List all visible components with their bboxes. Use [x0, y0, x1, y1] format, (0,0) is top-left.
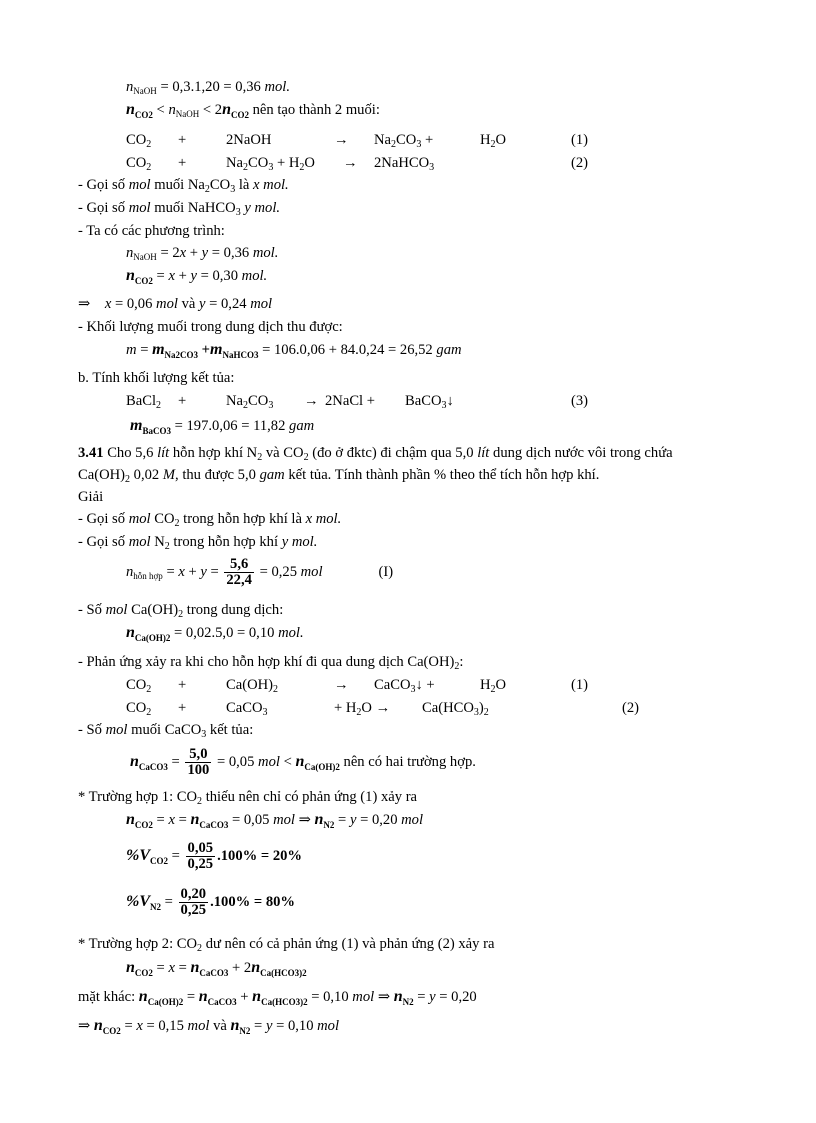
- line-reaction-intro: - Phản ứng xảy ra khi cho hỗn hợp khí đi qua dung dịch $Ca(OH)_2$:: [78, 654, 464, 672]
- solution-heading: Giải: [78, 489, 104, 505]
- line-case-2-co2: $n_{CO2} = x = n_{CaCO3} + 2n_{Ca(HCO3)2}$: [126, 959, 307, 978]
- line-percent-n2: $\%V_{N2}$ = $\frac{0,20}{0,25}$ .100% = 80%: [126, 886, 296, 919]
- line-total-moles: $n_{hỗn hợp} = x + y$ = $\frac{5,6}{22,4}$ = 0,25 mol (I): [126, 556, 394, 589]
- line-n-naoh: $n_{NaOH} = 0,3.1,20 = 0,36$ mol.: [126, 79, 291, 96]
- fraction-5-6-over-22-4: $\frac{5,6}{22,4}$: [226, 556, 252, 589]
- line-caoh2-moles: $n_{Ca(OH)2} = 0,02.5,0 = 0,10$ mol.: [126, 624, 304, 643]
- line-let-x-co2: - Gọi số mol $CO_2$ trong hỗn hợp khí là x mol.: [78, 511, 342, 529]
- line-let-y-n2: - Gọi số mol $N_2$ trong hỗn hợp khí y mol.: [78, 534, 318, 552]
- line-comparison: $n_{CO2} < n_{NaOH} < 2n_{CO2}$ nên tạo thành 2 muối:: [126, 101, 380, 120]
- equation-4: $CO_2$ + $Ca(OH)_2$ → CaCO$_3$↓ + $H_2O$ (1): [126, 677, 589, 695]
- fraction-5-over-100: $\frac{5,0}{100}$: [187, 746, 210, 779]
- fraction-0-20-over-0-25: $\frac{0,20}{0,25}$: [180, 886, 207, 919]
- line-case-2-balance: mặt khác: $n_{Ca(OH)2} = n_{CaCO3} + n_{Ca(HCO3)2} = 0,10$ mol ⇒ $n_{N2} = y = 0,20$: [78, 988, 477, 1007]
- line-case-2: * Trường hợp 2: $CO_2$ dư nên có cả phản ứng (1) và phản ứng (2) xảy ra: [78, 936, 495, 954]
- line-percent-co2: $\%V_{CO2}$ = $\frac{0,05}{0,25}$ .100% = 20%: [126, 840, 303, 873]
- fraction-0-05-over-0-25: $\frac{0,05}{0,25}$: [187, 840, 214, 873]
- line-caoh2-intro: - Số mol $Ca(OH)_2$ trong dung dịch:: [78, 602, 284, 620]
- equation-3: BaCl$_2$ + $Na_2CO_3$ → 2NaCl + BaCO$_3$↓ (3): [126, 393, 589, 411]
- problem-3-41-line-1: 3.41 Cho 5,6 lít hỗn hợp khí $N_2$ và $CO_2$ (đo ở đktc) đi chậm qua 5,0 lít dung dịch nước vôi trong chứa: [78, 445, 673, 463]
- line-baco3-mass: $m_{BaCO3} = 197.0,06 = 11,82$ gam: [130, 417, 315, 436]
- line-case-1-moles: $n_{CO2} = x = n_{CaCO3} = 0,05$ mol ⇒ $n_{N2} = y = 0,20$ mol: [126, 811, 424, 830]
- line-let-y: - Gọi số mol muối NaHCO$_3$ y mol.: [78, 200, 281, 218]
- equation-2: $CO_2$ + $Na_2CO_3 + H_2O$ → 2NaHCO$_3$ (2): [126, 155, 589, 173]
- line-case-1: * Trường hợp 1: $CO_2$ thiếu nên chỉ có phản ứng (1) xảy ra: [78, 789, 418, 807]
- line-salt-mass-intro: - Khối lượng muối trong dung dịch thu được:: [78, 319, 343, 335]
- line-equations-intro: - Ta có các phương trình:: [78, 223, 225, 239]
- line-salt-mass: $m = m_{Na2CO3} +m_{NaHCO3} = 106.0,06 + 84.0,24 = 26,52$ gam: [126, 341, 462, 360]
- line-solution-xy: ⇒ x = 0,06 mol và y = 0,24 mol: [78, 296, 273, 312]
- line-let-x: - Gọi số mol muối $Na_2CO_3$ là x mol.: [78, 177, 289, 195]
- equation-5: $CO_2$ + CaCO$_3$ + $H_2O$ → $Ca(HCO_3)_2$ (2): [126, 700, 640, 718]
- line-part-b: b. Tính khối lượng kết tủa:: [78, 370, 235, 386]
- line-caco3-intro: - Số mol muối CaCO$_3$ kết tủa:: [78, 722, 254, 740]
- line-eq-naoh: $n_{NaOH} = 2x + y = 0,36$ mol.: [126, 245, 279, 262]
- equation-1: $CO_2$ + 2NaOH → $Na_2CO_3$ + $H_2O$ (1): [126, 132, 589, 150]
- line-caco3-moles: $n_{CaCO3}$ = $\frac{5,0}{100}$ = 0,05 mol < $n_{Ca(OH)2}$ nên có hai trường hợp.: [130, 746, 476, 779]
- problem-3-41-line-2: $Ca(OH)_2$ 0,02 M, thu được 5,0 gam kết tủa. Tính thành phần % theo thể tích hỗn hợp khí.: [78, 467, 600, 485]
- line-eq-co2: $n_{CO2} = x + y = 0,30$ mol.: [126, 267, 268, 286]
- line-case-2-result: ⇒ $n_{CO2} = x = 0,15$ mol và $n_{N2} = y = 0,10$ mol: [78, 1017, 340, 1036]
